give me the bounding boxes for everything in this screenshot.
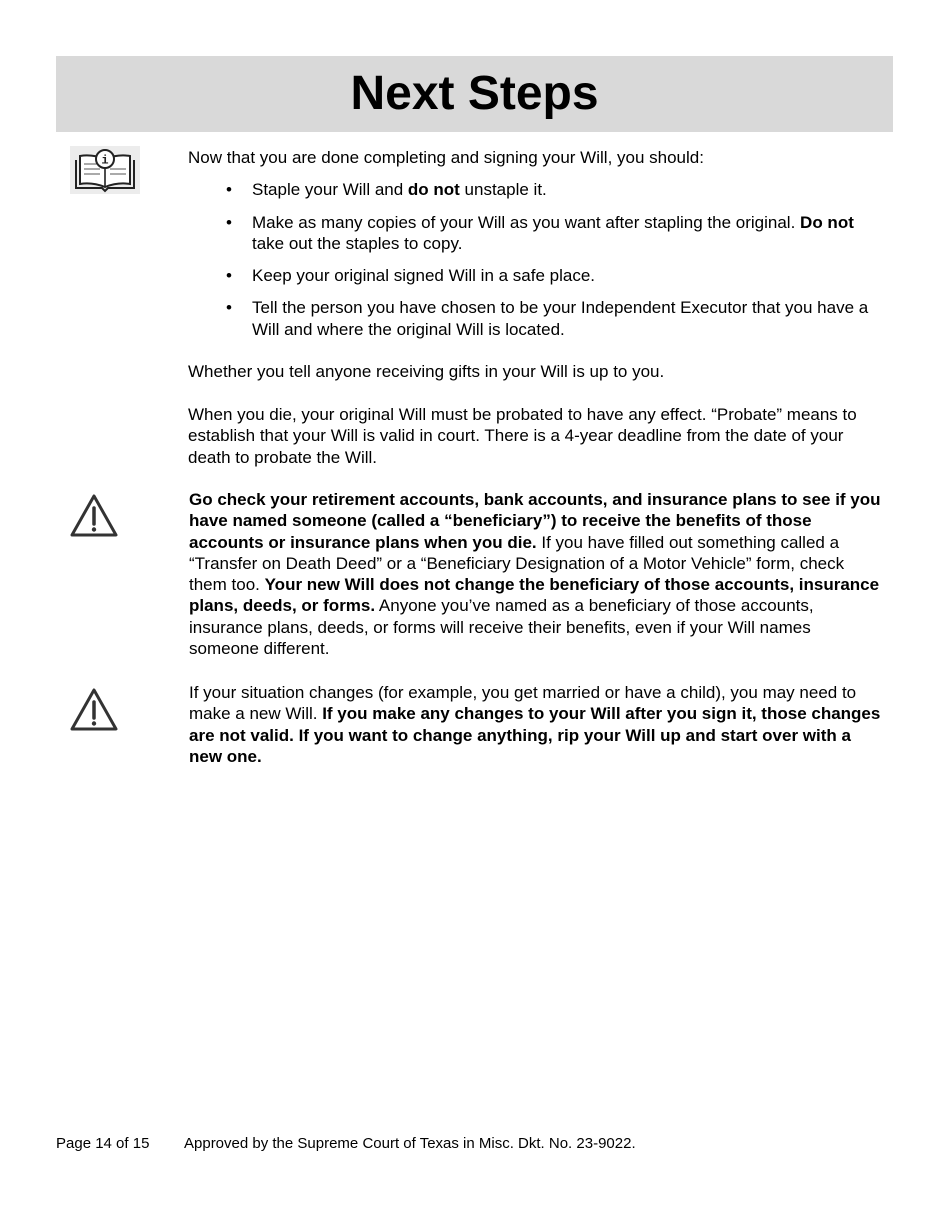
page-footer xyxy=(56,1135,636,1153)
svg-text:i: i xyxy=(101,153,109,168)
bullet-text: Staple your Will and xyxy=(252,180,408,200)
bullet-text: take out the staples to copy. xyxy=(252,233,463,253)
beneficiary-warning xyxy=(189,489,884,659)
list-item xyxy=(188,179,883,200)
intro-section xyxy=(188,147,883,340)
warning-text: If you have filled out something called a “Transfer on Death Deed” or a “Beneficiary Designation of a Motor Vehicle” form, check them too. xyxy=(189,532,845,595)
bullet-text: unstaple it. xyxy=(459,180,547,200)
info-book-icon xyxy=(70,146,140,194)
next-steps-list xyxy=(188,179,883,340)
warning-emphasis: Go check your retirement accounts, bank accounts, and insurance plans to see if you have named someone (called a “beneficiary”) to receive the benefits of those accounts or insurance plans when you die. xyxy=(189,490,881,552)
warning-icon xyxy=(68,491,120,541)
bullet-text: Make as many copies of your Will as you want after stapling the original. xyxy=(252,212,801,232)
list-item xyxy=(188,265,883,286)
list-item xyxy=(188,212,883,255)
approval-notice: Approved by the Supreme Court of Texas in Misc. Dkt. No. 23-9022. xyxy=(184,1135,636,1152)
warning-emphasis: If you make any changes to your Will after you sign it, those changes are not valid. If you want to change anything, rip your Will up and start over with a new one. xyxy=(189,704,881,766)
probate-paragraph xyxy=(188,404,883,468)
bullet-emphasis: do not xyxy=(407,180,460,200)
bullet-text: Keep your original signed Will in a safe place. xyxy=(252,266,596,286)
warning-emphasis: Your new Will does not change the beneficiary of those accounts, insurance plans, deeds, or forms. xyxy=(189,575,880,616)
changes-warning xyxy=(189,682,884,767)
probate-text: When you die, your original Will must be probated to have any effect. “Probate” means to establish that your Will is valid in court. There is a 4-year deadline from the date of your death to probate the Will. xyxy=(188,405,857,467)
bullet-text: Tell the person you have chosen to be your Independent Executor that you have a Will and where the original Will is located. xyxy=(252,298,869,339)
page-number: Page 14 of 15 xyxy=(56,1135,150,1152)
page-title: Next Steps xyxy=(350,67,599,120)
list-item xyxy=(188,297,883,340)
bullet-emphasis: Do not xyxy=(800,212,854,232)
intro-lead: Now that you are done completing and signing your Will, you should: xyxy=(188,148,704,167)
gifts-text: Whether you tell anyone receiving gifts in your Will is up to you. xyxy=(188,362,665,381)
title-banner xyxy=(56,56,893,132)
gifts-paragraph xyxy=(188,361,883,382)
warning-text: Anyone you’ve named as a beneficiary of those accounts, insurance plans, deeds, or forms will receive their benefits, even if your Will names someone different. xyxy=(189,596,814,659)
warning-icon xyxy=(68,685,120,735)
warning-text: If your situation changes (for example, you get married or have a child), you may need to make a new Will. xyxy=(189,683,857,724)
